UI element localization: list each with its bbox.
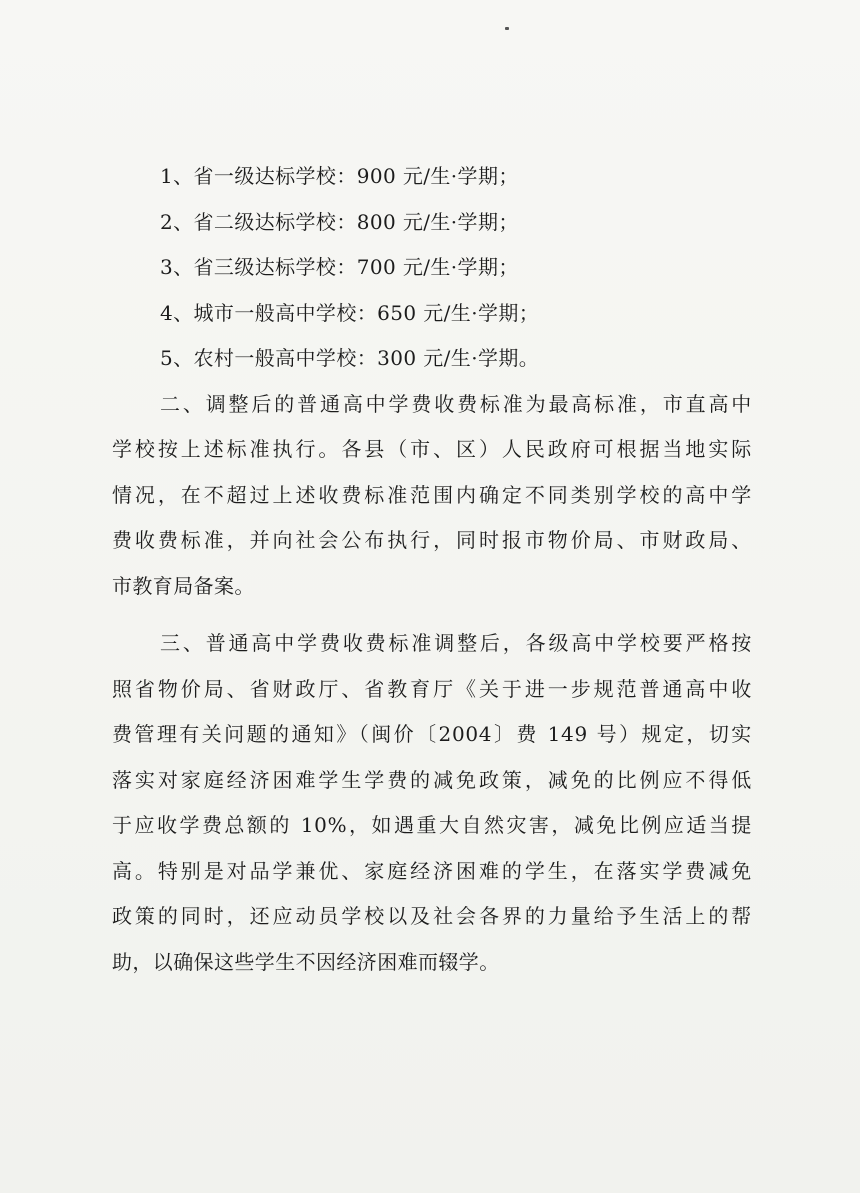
document-body [112, 154, 752, 985]
fee-item-1: 1、省一级达标学校：900 元/生·学期； [160, 164, 519, 188]
fee-item-2: 2、省二级达标学校：800 元/生·学期； [160, 209, 519, 234]
fee-item-4: 4、城市一般高中学校：650 元/生·学期； [160, 300, 540, 325]
section2-line-4: 费收费标准，并向社会公布执行，同时报市物价局、市财政局、 [112, 528, 752, 552]
fee-item-3: 3、省三级达标学校：700 元/生·学期； [160, 255, 519, 279]
section2-line-5: 市教育局备案。 [112, 573, 255, 598]
ink-speck [505, 27, 509, 30]
section3-line-2: 照省物价局、省财政厅、省教育厅《关于进一步规范普通高中收 [112, 676, 752, 701]
section3-line-4: 落实对家庭经济困难学生学费的减免政策，减免的比例应不得低 [112, 767, 752, 792]
section2-line-3: 情况，在不超过上述收费标准范围内确定不同类别学校的高中学 [112, 482, 752, 507]
section3-line-6: 高。特别是对品学兼优、家庭经济困难的学生，在落实学费减免 [112, 858, 752, 883]
section2-line-2: 学校按上述标准执行。各县（市、区）人民政府可根据当地实际 [112, 437, 752, 461]
section3-line-7: 政策的同时，还应动员学校以及社会各界的力量给予生活上的帮 [112, 904, 752, 928]
section3-line-3: 费管理有关问题的通知》（闽价〔2004〕费 149 号）规定，切实 [112, 722, 752, 746]
section3-line-8: 助，以确保这些学生不因经济困难而辍学。 [112, 949, 500, 974]
section3-line-5: 于应收学费总额的 10%，如遇重大自然灾害，减免比例应适当提 [112, 813, 752, 837]
section3-line-1: 三、普通高中学费收费标准调整后，各级高中学校要严格按 [160, 631, 752, 655]
fee-item-5: 5、农村一般高中学校：300 元/生·学期。 [160, 346, 540, 370]
paragraph-gap [112, 609, 752, 621]
section2-line-1: 二、调整后的普通高中学费收费标准为最高标准，市直高中 [160, 391, 752, 416]
